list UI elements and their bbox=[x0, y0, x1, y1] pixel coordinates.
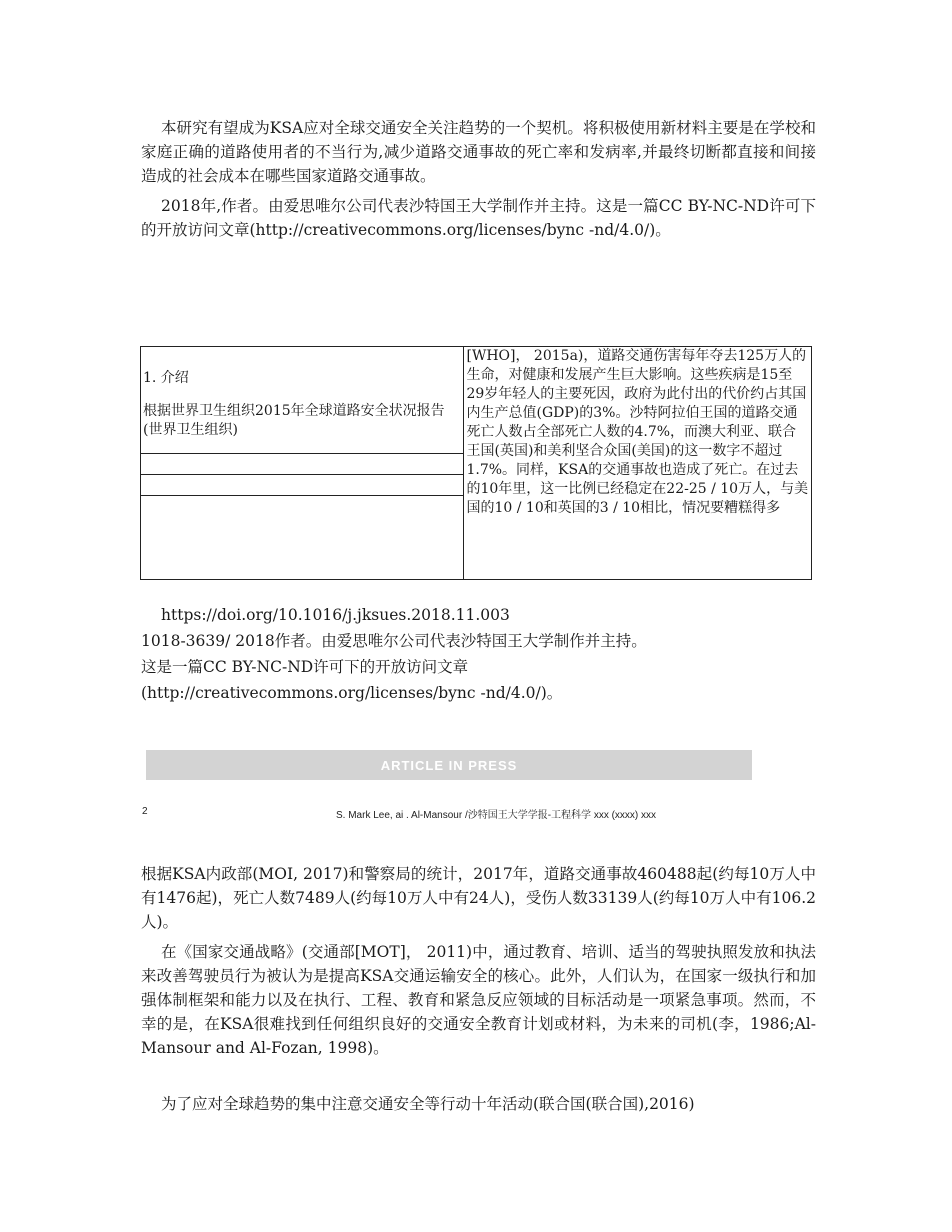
doi-block bbox=[141, 602, 821, 706]
paragraph-license-note: 2018年,作者。由爱思唯尔公司代表沙特国王大学制作并主持。这是一篇CC BY-NC-ND许可下的开放访问文章(http://creativecommons.org/licenses/bync -nd/4.0/)。 bbox=[141, 197, 816, 239]
paragraph-global-trend: 为了应对全球趋势的集中注意交通安全等行动十年活动(联合国(联合国),2016) bbox=[161, 1095, 695, 1113]
intro-table bbox=[140, 346, 812, 580]
paragraph-moi-statistics: 根据KSA内政部(MOI, 2017)和警察局的统计，2017年，道路交通事故460488起(约每10万人中有1476起)，死亡人数7489人(约每10万人中有24人)，受伤人数33139人(约每10万人中有106.2人)。 bbox=[141, 865, 816, 931]
doi-link[interactable]: https://doi.org/10.1016/j.jksues.2018.11.003 bbox=[161, 606, 510, 624]
intro-right-cell bbox=[464, 347, 812, 580]
issn-line: 1018-3639/ 2018作者。由爱思唯尔公司代表沙特国王大学制作并主持。 bbox=[141, 632, 647, 650]
article-in-press-label: ARTICLE IN PRESS bbox=[380, 757, 518, 773]
paragraph-national-strategy: 在《国家交通战略》(交通部[MOT]， 2011)中，通过教育、培训、适当的驾驶执照发放和执法来改善驾驶员行为被认为是提高KSA交通运输安全的核心。此外，人们认为，在国家一级执行和加强体制框架和能力以及在执行、工程、教育和紧急反应领域的目标活动是一项紧急事项。然而，不幸的是，在KSA很难找到任何组织良好的交通安全教育计划或材料，为未来的司机(李，1986;Al-Mansour and Al-Fozan, 1998)。 bbox=[141, 943, 816, 1057]
intro-left-text: 根据世界卫生组织2015年全球道路安全状况报告(世界卫生组织) bbox=[143, 403, 445, 438]
intro-empty-cell-1 bbox=[141, 454, 464, 475]
running-head: S. Mark Lee, ai . Al-Mansour /沙特国王大学学报-工程科学 xxx (xxxx) xxx bbox=[336, 810, 657, 821]
paragraph-study-opportunity: 本研究有望成为KSA应对全球交通安全关注趋势的一个契机。将积极使用新材料主要是在学校和家庭正确的道路使用者的不当行为,减少道路交通事故的死亡率和发病率,并最终切断都直接和间接造成的社会成本在哪些国家道路交通事故。 bbox=[141, 119, 816, 185]
section-title-introduction: 1. 介绍 bbox=[143, 370, 189, 386]
article-in-press-banner bbox=[146, 750, 752, 780]
license-url-line[interactable]: (http://creativecommons.org/licenses/bync -nd/4.0/)。 bbox=[141, 684, 563, 702]
intro-left-cell bbox=[141, 347, 464, 454]
intro-empty-cell-2 bbox=[141, 475, 464, 496]
page-number: 2 bbox=[142, 806, 148, 817]
intro-empty-cell-3 bbox=[141, 496, 464, 580]
license-line: 这是一篇CC BY-NC-ND许可下的开放访问文章 bbox=[141, 658, 469, 676]
intro-right-text: [WHO]， 2015a)，道路交通伤害每年夺去125万人的生命，对健康和发展产生巨大影响。这些疾病是15至29岁年轻人的主要死因，政府为此付出的代价约占其国内生产总值(GDP)的3%。沙特阿拉伯王国的道路交通死亡人数占全部死亡人数的4.7%，而澳大利亚、联合王国(英国)和美利坚合众国(美国)的这一数字不超过1.7%。同样，KSA的交通事故也造成了死亡。在过去的10年里，这一比例已经稳定在22-25 / 10万人，与美国的10 / 10和英国的3 / 10相比，情况要糟糕得多 bbox=[466, 348, 809, 516]
